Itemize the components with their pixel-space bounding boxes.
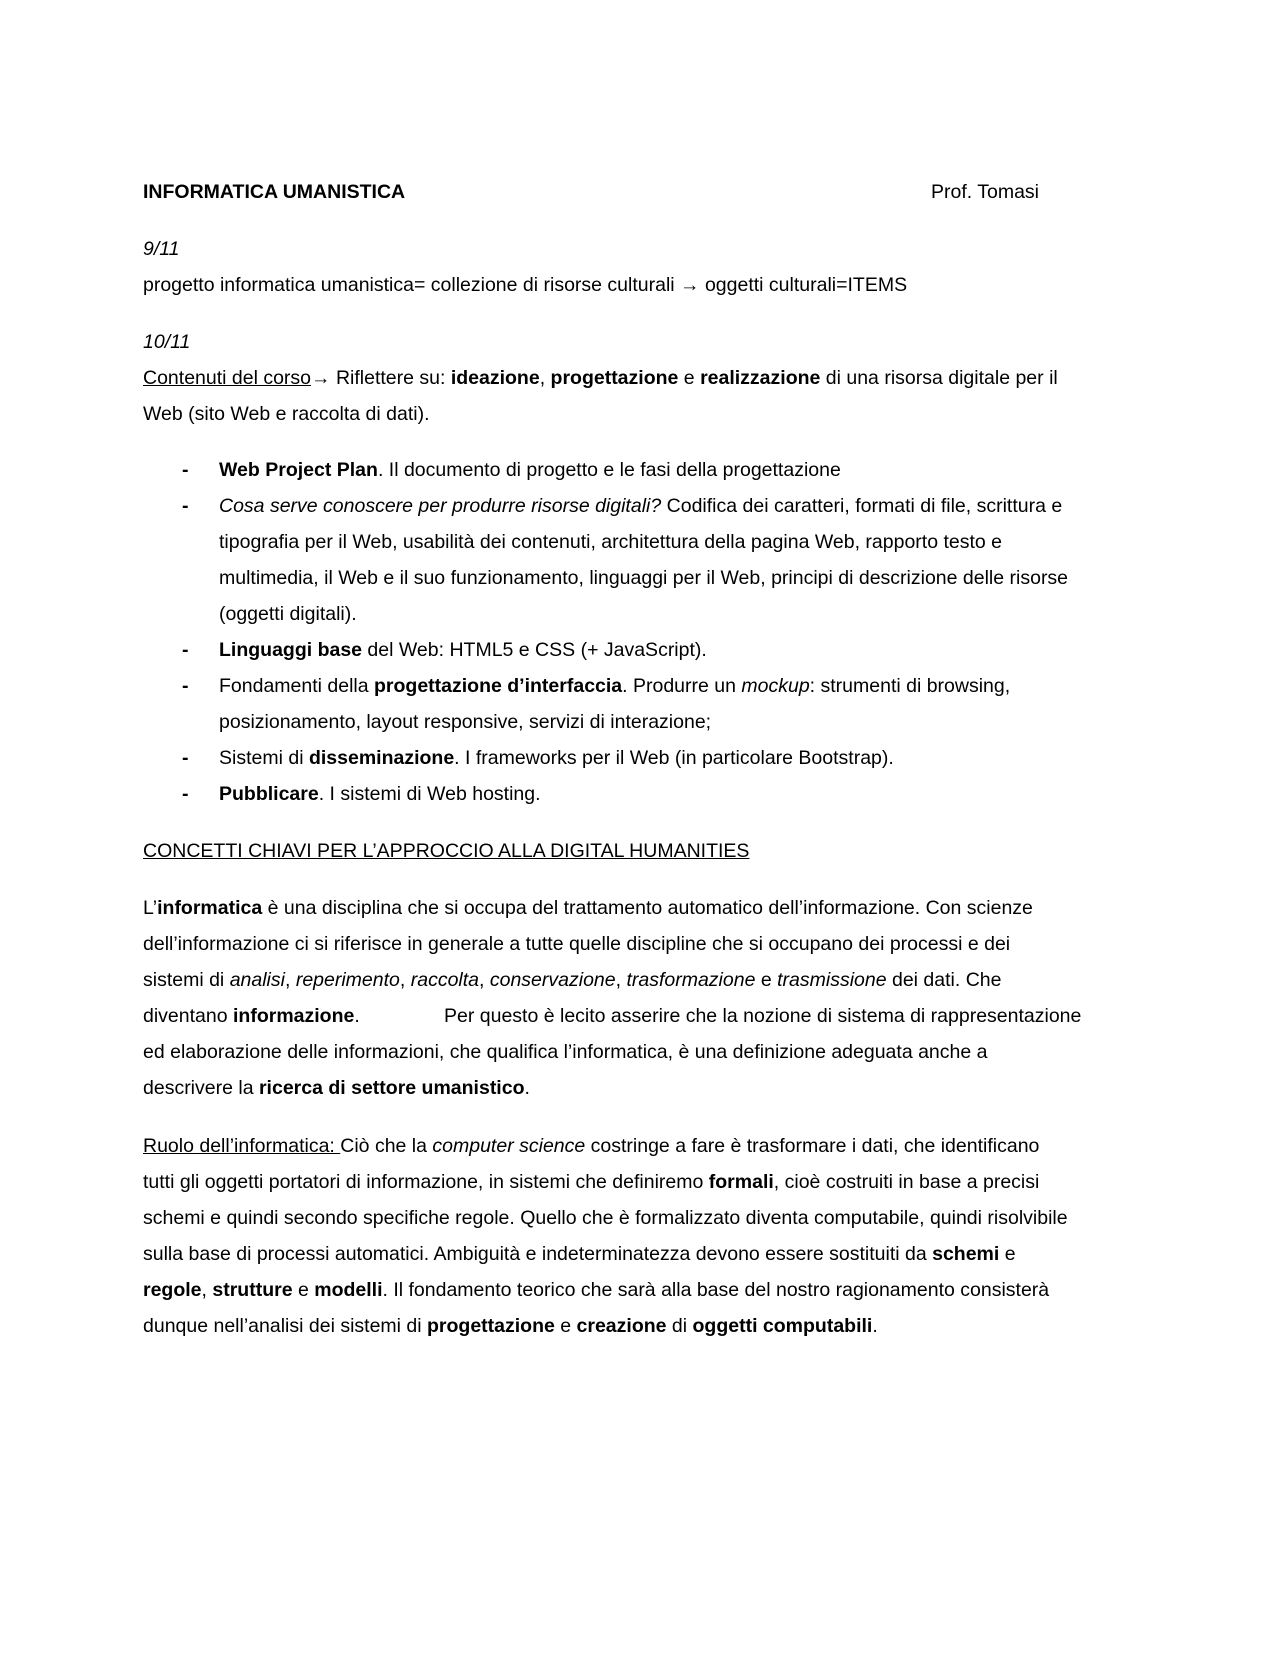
section-heading: CONCETTI CHIAVI PER L’APPROCCIO ALLA DIGITAL HUMANITIES (143, 840, 750, 862)
arrow-icon: → (680, 274, 700, 296)
paragraph-line: Ruolo dell’informatica: Ciò che la computer science costringe a fare è trasformare i dati, che identificano (143, 1135, 1040, 1157)
course-contents-heading: Contenuti del corso (143, 367, 312, 389)
bullet-dash: - (182, 639, 189, 661)
entry-date-2: 10/11 (143, 331, 191, 353)
bullet-dash: - (182, 747, 189, 769)
paragraph-line: sistemi di analisi, reperimento, raccolta, conservazione, trasformazione e trasmissione dei dati. Che (143, 969, 1002, 991)
list-item-continuation: tipografia per il Web, usabilità dei contenuti, architettura della pagina Web, rapporto testo e (219, 531, 1002, 553)
paragraph-line: sulla base di processi automatici. Ambiguità e indeterminatezza devono essere sostituiti da schemi e (143, 1243, 1016, 1265)
course-contents-line-2: Web (sito Web e raccolta di dati). (143, 403, 430, 425)
course-contents-line-1: Contenuti del corso→ Riflettere su: ideazione, progettazione e realizzazione di una risorsa digitale per il (143, 367, 1058, 389)
paragraph-line: diventano informazione. (143, 1005, 360, 1027)
list-item: Linguaggi base del Web: HTML5 e CSS (+ JavaScript). (219, 639, 707, 661)
list-item: Sistemi di disseminazione. I frameworks per il Web (in particolare Bootstrap). (219, 747, 894, 769)
bullet-dash: - (182, 783, 189, 805)
list-item: Fondamenti della progettazione d’interfaccia. Produrre un mockup: strumenti di browsing, (219, 675, 1011, 697)
entry-text-1: progetto informatica umanistica= collezione di risorse culturali → oggetti culturali=ITEMS (143, 274, 908, 296)
list-item: Web Project Plan. Il documento di progetto e le fasi della progettazione (219, 459, 841, 481)
professor-name: Prof. Tomasi (931, 181, 1040, 203)
ruolo-heading: Ruolo dell’informatica: (143, 1135, 341, 1157)
paragraph-line: regole, strutture e modelli. Il fondamento teorico che sarà alla base del nostro ragionamento consisterà (143, 1279, 1050, 1301)
bullet-dash: - (182, 495, 189, 517)
bullet-dash: - (182, 675, 189, 697)
header (143, 180, 405, 204)
list-item-continuation: multimedia, il Web e il suo funzionamento, linguaggi per il Web, principi di descrizione delle risorse (219, 567, 1069, 589)
list-item: Pubblicare. I sistemi di Web hosting. (219, 783, 541, 805)
paragraph-line-tabbed: Per questo è lecito asserire che la nozione di sistema di rappresentazione (444, 1005, 1082, 1027)
paragraph-line: descrivere la ricerca di settore umanistico. (143, 1077, 530, 1099)
list-item-continuation: posizionamento, layout responsive, servizi di interazione; (219, 711, 712, 733)
list-item: Cosa serve conoscere per produrre risorse digitali? Codifica dei caratteri, formati di file, scrittura e (219, 495, 1063, 517)
paragraph-line: L’informatica è una disciplina che si occupa del trattamento automatico dell’informazione. Con scienze (143, 897, 1033, 919)
paragraph-line: dunque nell’analisi dei sistemi di progettazione e creazione di oggetti computabili. (143, 1315, 878, 1337)
list-item-continuation: (oggetti digitali). (219, 603, 357, 625)
arrow-icon: → (311, 367, 331, 389)
entry-date-1: 9/11 (143, 238, 180, 260)
paragraph-line: tutti gli oggetti portatori di informazione, in sistemi che definiremo formali, cioè costruiti in base a precisi (143, 1171, 1040, 1193)
paragraph-line: dell’informazione ci si riferisce in generale a tutte quelle discipline che si occupano dei processi e dei (143, 933, 1011, 955)
paragraph-line: schemi e quindi secondo specifiche regole. Quello che è formalizzato diventa computabile, quindi risolvibile (143, 1207, 1068, 1229)
document-title: INFORMATICA UMANISTICA (143, 181, 406, 203)
paragraph-line: ed elaborazione delle informazioni, che qualifica l’informatica, è una definizione adeguata anche a (143, 1041, 988, 1063)
bullet-dash: - (182, 459, 189, 481)
